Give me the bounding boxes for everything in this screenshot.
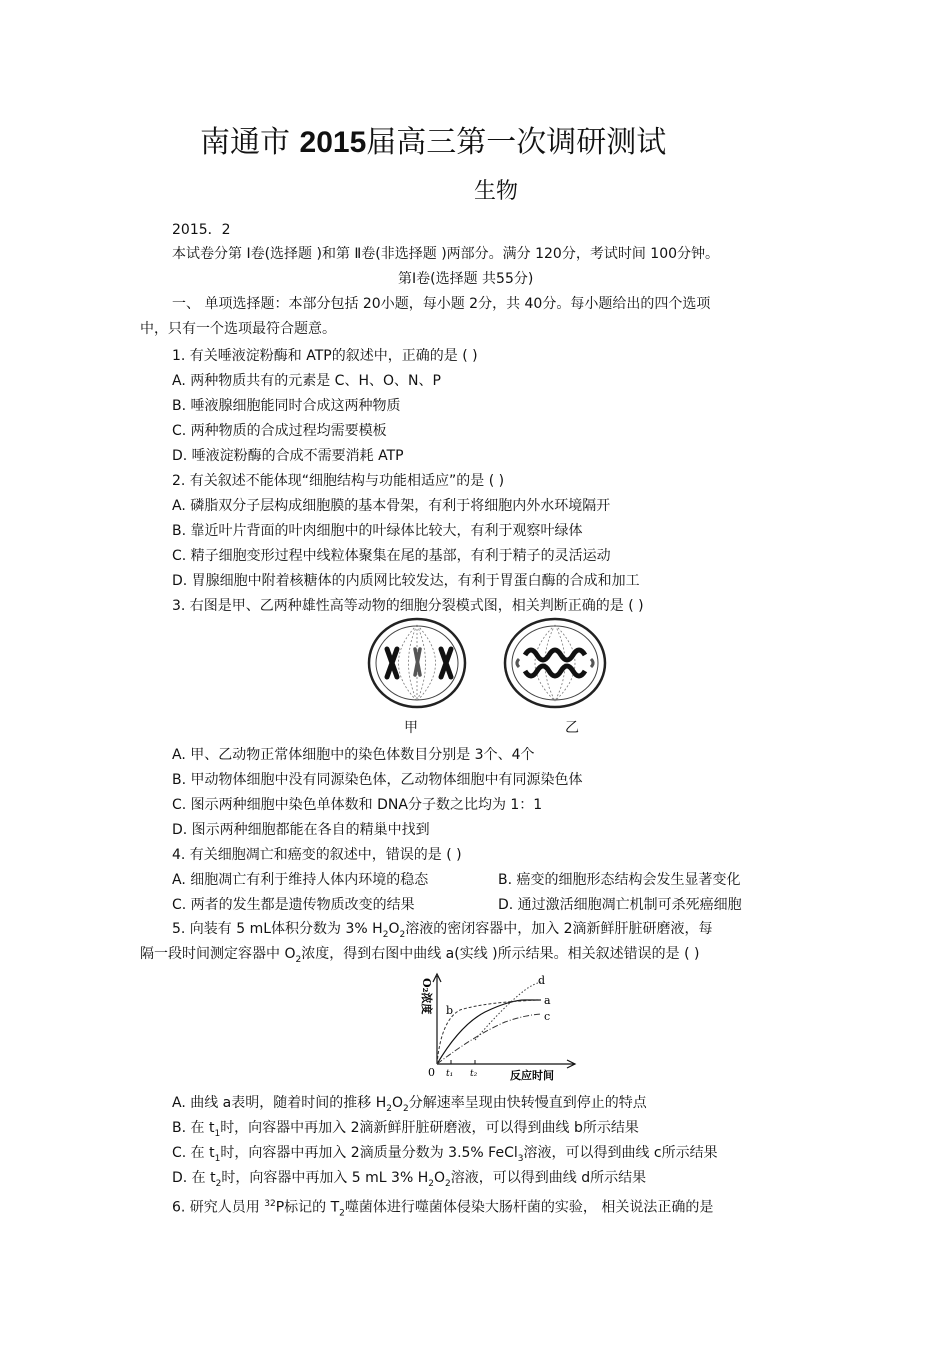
q6-stem: 6. 研究人员用 $^{32}$P标记的 $T_2$噬菌体进行噬菌体侵染大肠杆菌的实验， 相关说法正确的是	[172, 1199, 714, 1219]
q5-option-a: A. 曲线 a表明，随着时间的推移 $H_2O_2$分解速率呈现由快转慢直到停止的特点	[172, 1095, 647, 1114]
q1-option-c: C. 两种物质的合成过程均需要模板	[172, 423, 387, 439]
o2-concentration-graph	[415, 970, 590, 1082]
curve-c	[437, 1014, 541, 1064]
curve-label-a: a	[544, 994, 551, 1007]
graph-t2: t₂	[470, 1069, 478, 1079]
figure-label-jia: 甲	[404, 720, 418, 736]
q3-stem: 3. 右图是甲、乙两种雄性高等动物的细胞分裂模式图，相关判断正确的是 ( )	[172, 598, 644, 614]
q3-option-a: A. 甲、乙动物正常体细胞中的染色体数目分别是 3个、4个	[172, 747, 535, 763]
q5-option-c: C. 在 $t_1$时，向容器中再加入 2滴质量分数为 3.5% FeCl$_3$溶液，可以得到曲线 c所示结果	[172, 1145, 718, 1164]
section1-instruction-1: 一、 单项选择题：本部分包括 20小题，每小题 2分，共 40分。每小题给出的四个选项	[172, 296, 711, 312]
subject-title: 生物	[474, 179, 519, 204]
q4-option-b: B. 癌变的细胞形态结构会发生显著变化	[498, 872, 741, 888]
curve-label-d: d	[538, 974, 546, 987]
q1-option-b: B. 唾液腺细胞能同时合成这两种物质	[172, 398, 401, 414]
exam-intro: 本试卷分第 Ⅰ卷(选择题 )和第 Ⅱ卷(非选择题 )两部分。满分 120分，考试时间 100分钟。	[172, 246, 720, 262]
q1-stem: 1. 有关唾液淀粉酶和 ATP的叙述中，正确的是 ( )	[172, 348, 478, 364]
q2-option-a: A. 磷脂双分子层构成细胞膜的基本骨架，有利于将细胞内外水环境隔开	[172, 498, 611, 514]
q4-option-c: C. 两者的发生都是遗传物质改变的结果	[172, 897, 415, 913]
cell-division-figure	[365, 615, 615, 715]
q1-option-d: D. 唾液淀粉酶的合成不需要消耗 ATP	[172, 448, 404, 464]
q5-option-d: D. 在 $t_2$时，向容器中再加入 5 mL 3% $H_2O_2$溶液，可以得到曲线 d所示结果	[172, 1170, 647, 1189]
graph-t1: t₁	[446, 1069, 454, 1079]
page-title	[200, 125, 666, 161]
q4-option-a: A. 细胞凋亡有利于维持人体内环境的稳态	[172, 872, 429, 888]
graph-xlabel: 反应时间	[510, 1069, 554, 1082]
q2-option-b: B. 靠近叶片背面的叶肉细胞中的叶绿体比较大，有利于观察叶绿体	[172, 523, 583, 539]
cell-yi	[505, 619, 605, 707]
q2-stem: 2. 有关叙述不能体现“细胞结构与功能相适应”的是 ( )	[172, 473, 505, 489]
curve-label-b: b	[446, 1004, 454, 1017]
part1-heading: 第Ⅰ卷(选择题 共55分)	[398, 271, 534, 287]
q1-option-a: A. 两种物质共有的元素是 C、H、O、N、P	[172, 373, 441, 389]
title-rest: 届高三第一次调研测试	[366, 125, 667, 160]
graph-ylabel: O₂浓度	[420, 978, 433, 1015]
cell-jia	[369, 619, 465, 707]
title-year: 2015	[299, 126, 367, 159]
q4-option-d: D. 通过激活细胞凋亡机制可杀死癌细胞	[498, 897, 742, 913]
q5-stem-line2: 隔一段时间测定容器中 $O_2$浓度，得到右图中曲线 a(实线 )所示结果。相关叙述错误的是 ( )	[140, 946, 700, 965]
q5-option-b: B. 在 $t_1$时，向容器中再加入 2滴新鲜肝脏研磨液，可以得到曲线 b所示结果	[172, 1120, 639, 1139]
q2-option-c: C. 精子细胞变形过程中线粒体聚集在尾的基部，有利于精子的灵活运动	[172, 548, 611, 564]
q4-stem: 4. 有关细胞凋亡和癌变的叙述中，错误的是 ( )	[172, 847, 462, 863]
exam-date: 2015．2	[172, 222, 231, 238]
curve-label-c: c	[544, 1010, 551, 1023]
q5-stem-line1: 5. 向装有 5 mL体积分数为 3% $H_2O_2$溶液的密闭容器中，加入 2滴新鲜肝脏研磨液，每	[172, 921, 713, 940]
q3-option-c: C. 图示两种细胞中染色单体数和 DNA分子数之比均为 1：1	[172, 797, 543, 813]
q3-option-b: B. 甲动物体细胞中没有同源染色体，乙动物体细胞中有同源染色体	[172, 772, 583, 788]
q3-option-d: D. 图示两种细胞都能在各自的精巢中找到	[172, 822, 430, 838]
figure-label-yi: 乙	[565, 720, 579, 736]
curve-d	[475, 982, 541, 1040]
q2-option-d: D. 胃腺细胞中附着核糖体的内质网比较发达，有利于胃蛋白酶的合成和加工	[172, 573, 640, 589]
section1-instruction-2: 中，只有一个选项最符合题意。	[140, 321, 336, 337]
graph-origin: 0	[428, 1066, 435, 1079]
title-city: 南通市	[200, 125, 290, 160]
